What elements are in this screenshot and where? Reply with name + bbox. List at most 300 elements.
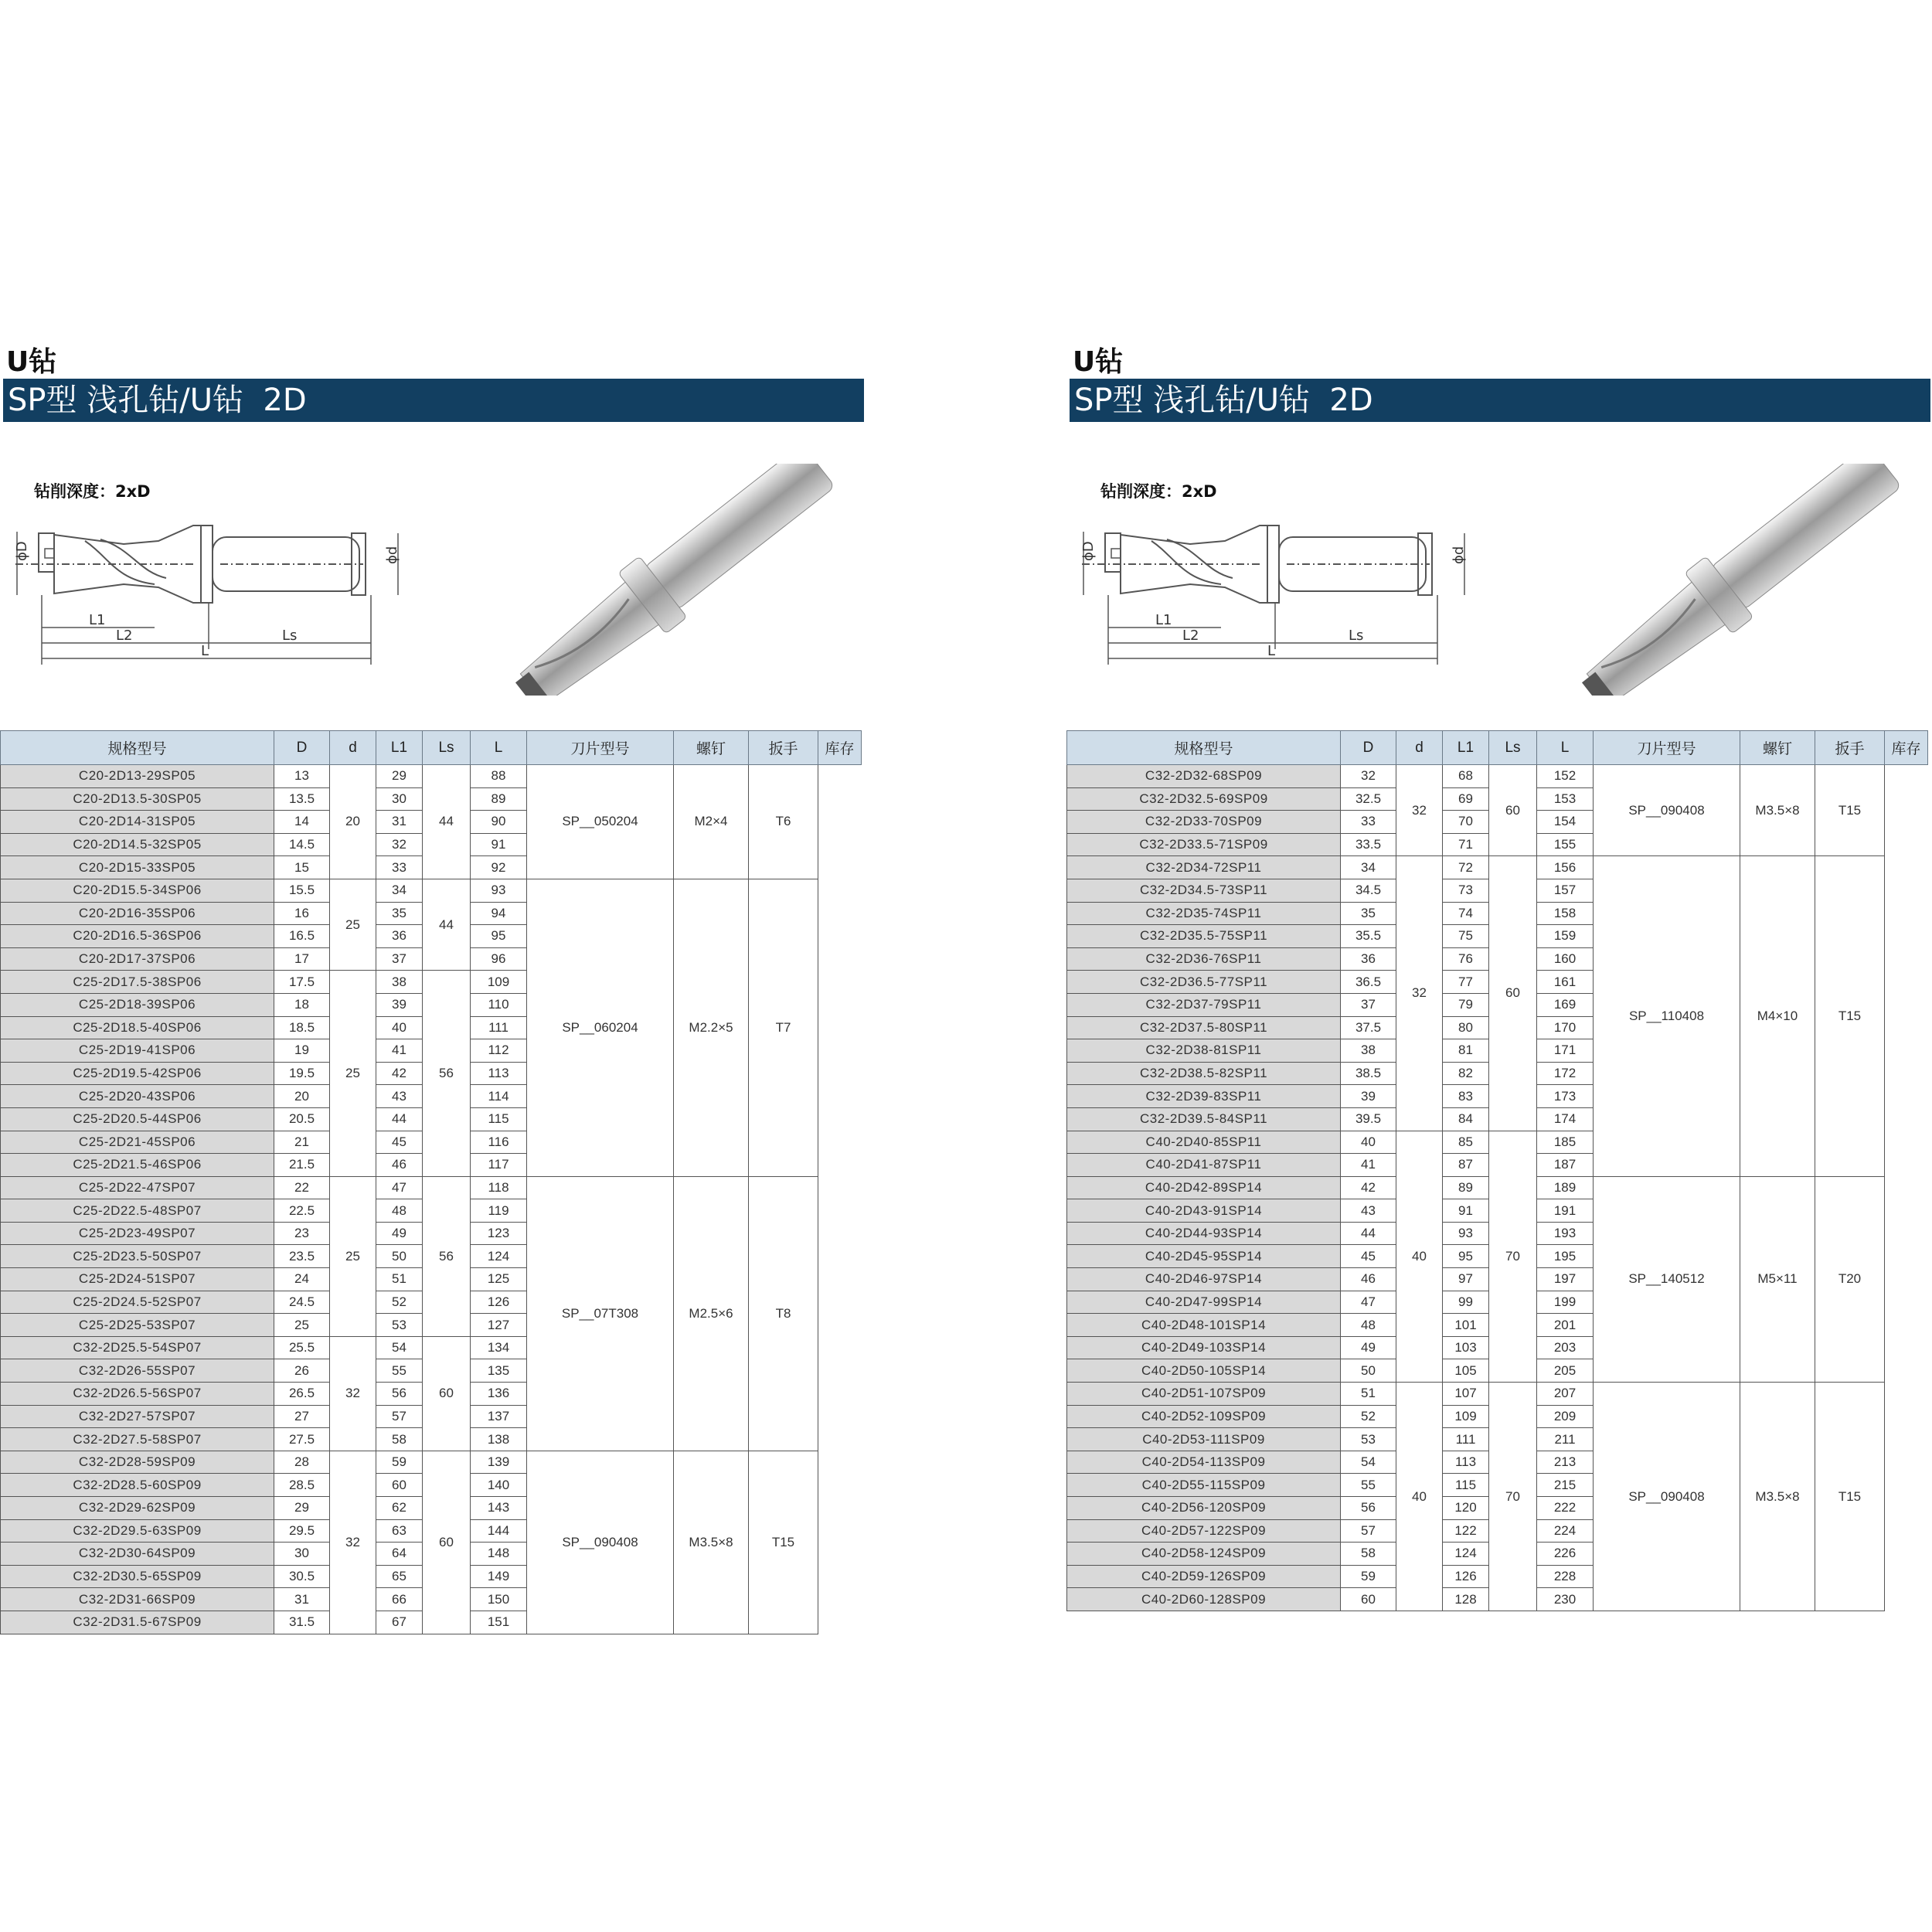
model-cell: C40-2D47-99SP14 — [1067, 1291, 1341, 1314]
L1-cell: 81 — [1443, 1039, 1489, 1063]
catalog-page-right — [1066, 0, 1932, 1932]
wrench-cell: T6 — [749, 765, 818, 879]
model-cell: C32-2D38-81SP11 — [1067, 1039, 1341, 1063]
L1-cell: 111 — [1443, 1428, 1489, 1451]
model-cell: C32-2D31.5-67SP09 — [1, 1611, 274, 1634]
diameter-D-cell: 55 — [1341, 1474, 1396, 1497]
model-cell: C32-2D28-59SP09 — [1, 1451, 274, 1474]
L1-cell: 34 — [376, 879, 423, 902]
model-cell: C25-2D23-49SP07 — [1, 1222, 274, 1245]
model-cell: C20-2D13.5-30SP05 — [1, 787, 274, 811]
screw-cell: M4×10 — [1740, 856, 1815, 1176]
L-cell: 152 — [1537, 765, 1594, 788]
drill-dimension-diagram — [0, 510, 433, 672]
model-cell: C32-2D35.5-75SP11 — [1067, 925, 1341, 948]
diameter-D-cell: 15 — [274, 856, 330, 879]
model-cell: C20-2D17-37SP06 — [1, 947, 274, 971]
diameter-D-cell: 21 — [274, 1131, 330, 1154]
L-cell: 111 — [471, 1016, 527, 1039]
screw-cell: M3.5×8 — [1740, 765, 1815, 856]
diameter-D-cell: 52 — [1341, 1405, 1396, 1428]
insert-model-cell: SP__050204 — [527, 765, 674, 879]
L-cell: 199 — [1537, 1291, 1594, 1314]
dim-label-d: ϕd — [384, 546, 400, 564]
diameter-D-cell: 16 — [274, 902, 330, 925]
model-cell: C40-2D49-103SP14 — [1067, 1336, 1341, 1359]
screw-cell: M3.5×8 — [674, 1451, 749, 1634]
Ls-cell: 44 — [423, 879, 471, 970]
wrench-cell: T15 — [1815, 765, 1885, 856]
dim-label-D: ϕD — [1080, 541, 1097, 561]
L-cell: 161 — [1537, 971, 1594, 994]
diameter-D-cell: 18.5 — [274, 1016, 330, 1039]
spec-table — [0, 730, 862, 1634]
L-cell: 143 — [471, 1497, 527, 1520]
spec-table — [1066, 730, 1928, 1611]
model-cell: C32-2D27-57SP07 — [1, 1405, 274, 1428]
L-cell: 170 — [1537, 1016, 1594, 1039]
u-drill-product-photo — [479, 464, 866, 696]
model-cell: C20-2D14.5-32SP05 — [1, 833, 274, 856]
L1-cell: 113 — [1443, 1451, 1489, 1474]
Ls-cell: 70 — [1489, 1131, 1537, 1383]
L1-cell: 67 — [376, 1611, 423, 1634]
screw-cell: M2.5×6 — [674, 1176, 749, 1451]
L1-cell: 47 — [376, 1176, 423, 1199]
diameter-D-cell: 30.5 — [274, 1565, 330, 1588]
L1-cell: 62 — [376, 1497, 423, 1520]
screw-cell: M5×11 — [1740, 1176, 1815, 1382]
column-header: 规格型号 — [1, 731, 274, 765]
L-cell: 136 — [471, 1383, 527, 1406]
L1-cell: 91 — [1443, 1199, 1489, 1223]
L-cell: 117 — [471, 1154, 527, 1177]
L-cell: 114 — [471, 1085, 527, 1108]
diameter-D-cell: 25.5 — [274, 1336, 330, 1359]
L-cell: 153 — [1537, 787, 1594, 811]
L-cell: 158 — [1537, 902, 1594, 925]
column-header: d — [330, 731, 376, 765]
L1-cell: 82 — [1443, 1062, 1489, 1085]
wrench-cell: T8 — [749, 1176, 818, 1451]
diameter-D-cell: 19.5 — [274, 1062, 330, 1085]
L1-cell: 74 — [1443, 902, 1489, 925]
wrench-cell: T7 — [749, 879, 818, 1176]
L-cell: 222 — [1537, 1497, 1594, 1520]
L-cell: 139 — [471, 1451, 527, 1474]
diameter-D-cell: 32.5 — [1341, 787, 1396, 811]
diameter-D-cell: 53 — [1341, 1428, 1396, 1451]
dim-label-L1: L1 — [1155, 612, 1172, 628]
column-header: L1 — [376, 731, 423, 765]
model-cell: C40-2D56-120SP09 — [1067, 1497, 1341, 1520]
dim-label-L: L — [201, 643, 209, 659]
diameter-D-cell: 45 — [1341, 1245, 1396, 1268]
model-cell: C32-2D36-76SP11 — [1067, 947, 1341, 971]
L-cell: 155 — [1537, 833, 1594, 856]
L-cell: 110 — [471, 993, 527, 1016]
L1-cell: 45 — [376, 1131, 423, 1154]
diameter-D-cell: 29 — [274, 1497, 330, 1520]
model-cell: C32-2D25.5-54SP07 — [1, 1336, 274, 1359]
L-cell: 205 — [1537, 1359, 1594, 1383]
model-cell: C25-2D20-43SP06 — [1, 1085, 274, 1108]
L1-cell: 52 — [376, 1291, 423, 1314]
model-cell: C32-2D37.5-80SP11 — [1067, 1016, 1341, 1039]
shank-d-cell: 20 — [330, 765, 376, 879]
insert-model-cell: SP__060204 — [527, 879, 674, 1176]
diameter-D-cell: 60 — [1341, 1588, 1396, 1611]
diameter-D-cell: 27.5 — [274, 1428, 330, 1451]
model-cell: C40-2D41-87SP11 — [1067, 1154, 1341, 1177]
dim-label-D: ϕD — [14, 541, 30, 561]
diameter-D-cell: 26 — [274, 1359, 330, 1383]
stock-cell — [818, 765, 862, 1634]
diameter-D-cell: 14.5 — [274, 833, 330, 856]
model-cell: C40-2D54-113SP09 — [1067, 1451, 1341, 1474]
L1-cell: 69 — [1443, 787, 1489, 811]
L-cell: 144 — [471, 1519, 527, 1543]
dim-label-L1: L1 — [89, 612, 106, 628]
L-cell: 169 — [1537, 993, 1594, 1016]
diameter-D-cell: 28.5 — [274, 1474, 330, 1497]
column-header: Ls — [423, 731, 471, 765]
shank-d-cell: 40 — [1396, 1383, 1443, 1611]
L-cell: 109 — [471, 971, 527, 994]
diameter-D-cell: 36 — [1341, 947, 1396, 971]
L-cell: 150 — [471, 1588, 527, 1611]
L1-cell: 107 — [1443, 1383, 1489, 1406]
diameter-D-cell: 59 — [1341, 1565, 1396, 1588]
diameter-D-cell: 36.5 — [1341, 971, 1396, 994]
column-header: 螺钉 — [1740, 731, 1815, 765]
L-cell: 207 — [1537, 1383, 1594, 1406]
shank-d-cell: 25 — [330, 879, 376, 970]
L-cell: 94 — [471, 902, 527, 925]
model-cell: C20-2D16.5-36SP06 — [1, 925, 274, 948]
L-cell: 137 — [471, 1405, 527, 1428]
category-title: U钻 — [1073, 346, 1124, 378]
L-cell: 127 — [471, 1314, 527, 1337]
table-header-row — [1, 731, 862, 765]
model-cell: C32-2D34.5-73SP11 — [1067, 879, 1341, 902]
insert-model-cell: SP__090408 — [1594, 765, 1740, 856]
diameter-D-cell: 57 — [1341, 1519, 1396, 1543]
L-cell: 189 — [1537, 1176, 1594, 1199]
model-cell: C32-2D29.5-63SP09 — [1, 1519, 274, 1543]
model-cell: C32-2D32.5-69SP09 — [1067, 787, 1341, 811]
diameter-D-cell: 47 — [1341, 1291, 1396, 1314]
model-cell: C32-2D32-68SP09 — [1067, 765, 1341, 788]
table-row — [1, 1451, 862, 1474]
model-cell: C40-2D42-89SP14 — [1067, 1176, 1341, 1199]
diameter-D-cell: 50 — [1341, 1359, 1396, 1383]
diameter-D-cell: 25 — [274, 1314, 330, 1337]
L1-cell: 51 — [376, 1268, 423, 1291]
L1-cell: 103 — [1443, 1336, 1489, 1359]
L-cell: 197 — [1537, 1268, 1594, 1291]
L1-cell: 55 — [376, 1359, 423, 1383]
diameter-D-cell: 24 — [274, 1268, 330, 1291]
L-cell: 174 — [1537, 1107, 1594, 1131]
diameter-D-cell: 26.5 — [274, 1383, 330, 1406]
diameter-D-cell: 34.5 — [1341, 879, 1396, 902]
model-cell: C25-2D21.5-46SP06 — [1, 1154, 274, 1177]
L-cell: 125 — [471, 1268, 527, 1291]
diameter-D-cell: 46 — [1341, 1268, 1396, 1291]
L-cell: 201 — [1537, 1314, 1594, 1337]
model-cell: C32-2D33.5-71SP09 — [1067, 833, 1341, 856]
diameter-D-cell: 21.5 — [274, 1154, 330, 1177]
diameter-D-cell: 29.5 — [274, 1519, 330, 1543]
L1-cell: 66 — [376, 1588, 423, 1611]
section-banner: SP型 浅孔钻/U钻 2D — [3, 379, 864, 422]
column-header: D — [274, 731, 330, 765]
L1-cell: 80 — [1443, 1016, 1489, 1039]
model-cell: C32-2D29-62SP09 — [1, 1497, 274, 1520]
diameter-D-cell: 35 — [1341, 902, 1396, 925]
diameter-D-cell: 15.5 — [274, 879, 330, 902]
L1-cell: 120 — [1443, 1497, 1489, 1520]
diameter-D-cell: 22.5 — [274, 1199, 330, 1223]
model-cell: C32-2D28.5-60SP09 — [1, 1474, 274, 1497]
model-cell: C40-2D43-91SP14 — [1067, 1199, 1341, 1223]
model-cell: C40-2D52-109SP09 — [1067, 1405, 1341, 1428]
table-row — [1, 1176, 862, 1199]
L1-cell: 64 — [376, 1543, 423, 1566]
L-cell: 193 — [1537, 1222, 1594, 1245]
insert-model-cell: SP__090408 — [527, 1451, 674, 1634]
model-cell: C40-2D46-97SP14 — [1067, 1268, 1341, 1291]
L1-cell: 72 — [1443, 856, 1489, 879]
L1-cell: 60 — [376, 1474, 423, 1497]
table-row — [1, 765, 862, 788]
model-cell: C25-2D19-41SP06 — [1, 1039, 274, 1063]
L-cell: 209 — [1537, 1405, 1594, 1428]
L1-cell: 58 — [376, 1428, 423, 1451]
wrench-cell: T20 — [1815, 1176, 1885, 1382]
L-cell: 160 — [1537, 947, 1594, 971]
L1-cell: 49 — [376, 1222, 423, 1245]
insert-model-cell: SP__090408 — [1594, 1383, 1740, 1611]
model-cell: C40-2D57-122SP09 — [1067, 1519, 1341, 1543]
L-cell: 124 — [471, 1245, 527, 1268]
L-cell: 119 — [471, 1199, 527, 1223]
Ls-cell: 56 — [423, 971, 471, 1176]
model-cell: C32-2D34-72SP11 — [1067, 856, 1341, 879]
L1-cell: 105 — [1443, 1359, 1489, 1383]
L-cell: 173 — [1537, 1085, 1594, 1108]
L1-cell: 53 — [376, 1314, 423, 1337]
wrench-cell: T15 — [749, 1451, 818, 1634]
model-cell: C25-2D22-47SP07 — [1, 1176, 274, 1199]
L1-cell: 63 — [376, 1519, 423, 1543]
L-cell: 230 — [1537, 1588, 1594, 1611]
diameter-D-cell: 41 — [1341, 1154, 1396, 1177]
model-cell: C25-2D19.5-42SP06 — [1, 1062, 274, 1085]
model-cell: C25-2D18.5-40SP06 — [1, 1016, 274, 1039]
L-cell: 195 — [1537, 1245, 1594, 1268]
L1-cell: 71 — [1443, 833, 1489, 856]
L-cell: 203 — [1537, 1336, 1594, 1359]
model-cell: C40-2D59-126SP09 — [1067, 1565, 1341, 1588]
column-header: L — [471, 731, 527, 765]
diameter-D-cell: 28 — [274, 1451, 330, 1474]
diameter-D-cell: 42 — [1341, 1176, 1396, 1199]
diameter-D-cell: 20.5 — [274, 1107, 330, 1131]
shank-d-cell: 32 — [1396, 765, 1443, 856]
model-cell: C40-2D58-124SP09 — [1067, 1543, 1341, 1566]
L-cell: 96 — [471, 947, 527, 971]
column-header: 刀片型号 — [527, 731, 674, 765]
L1-cell: 128 — [1443, 1588, 1489, 1611]
L1-cell: 101 — [1443, 1314, 1489, 1337]
L1-cell: 37 — [376, 947, 423, 971]
diameter-D-cell: 27 — [274, 1405, 330, 1428]
diameter-D-cell: 22 — [274, 1176, 330, 1199]
L1-cell: 36 — [376, 925, 423, 948]
column-header: L1 — [1443, 731, 1489, 765]
L1-cell: 65 — [376, 1565, 423, 1588]
L-cell: 213 — [1537, 1451, 1594, 1474]
model-cell: C25-2D23.5-50SP07 — [1, 1245, 274, 1268]
screw-cell: M3.5×8 — [1740, 1383, 1815, 1611]
L-cell: 228 — [1537, 1565, 1594, 1588]
model-cell: C20-2D13-29SP05 — [1, 765, 274, 788]
L-cell: 226 — [1537, 1543, 1594, 1566]
column-header: 库存 — [818, 731, 862, 765]
model-cell: C32-2D37-79SP11 — [1067, 993, 1341, 1016]
L1-cell: 109 — [1443, 1405, 1489, 1428]
Ls-cell: 60 — [423, 1451, 471, 1634]
shank-d-cell: 32 — [330, 1451, 376, 1634]
L1-cell: 83 — [1443, 1085, 1489, 1108]
Ls-cell: 60 — [1489, 765, 1537, 856]
L-cell: 187 — [1537, 1154, 1594, 1177]
L1-cell: 97 — [1443, 1268, 1489, 1291]
L-cell: 148 — [471, 1543, 527, 1566]
insert-model-cell: SP__140512 — [1594, 1176, 1740, 1382]
section-banner: SP型 浅孔钻/U钻 2D — [1070, 379, 1930, 422]
drill-dimension-diagram — [1066, 510, 1499, 672]
diameter-D-cell: 17 — [274, 947, 330, 971]
diameter-D-cell: 48 — [1341, 1314, 1396, 1337]
diameter-D-cell: 54 — [1341, 1451, 1396, 1474]
stock-cell — [1885, 765, 1928, 1611]
L-cell: 171 — [1537, 1039, 1594, 1063]
diameter-D-cell: 19 — [274, 1039, 330, 1063]
model-cell: C40-2D60-128SP09 — [1067, 1588, 1341, 1611]
dim-label-L2: L2 — [1182, 628, 1199, 644]
L1-cell: 68 — [1443, 765, 1489, 788]
L-cell: 90 — [471, 811, 527, 834]
diameter-D-cell: 31 — [274, 1588, 330, 1611]
diameter-D-cell: 39 — [1341, 1085, 1396, 1108]
L1-cell: 84 — [1443, 1107, 1489, 1131]
model-cell: C40-2D53-111SP09 — [1067, 1428, 1341, 1451]
diameter-D-cell: 40 — [1341, 1131, 1396, 1154]
shank-d-cell: 40 — [1396, 1131, 1443, 1383]
diameter-D-cell: 32 — [1341, 765, 1396, 788]
Ls-cell: 60 — [423, 1336, 471, 1451]
column-header: D — [1341, 731, 1396, 765]
shank-d-cell: 25 — [330, 1176, 376, 1336]
shank-d-cell: 25 — [330, 971, 376, 1176]
diameter-D-cell: 37.5 — [1341, 1016, 1396, 1039]
L1-cell: 32 — [376, 833, 423, 856]
L1-cell: 79 — [1443, 993, 1489, 1016]
insert-model-cell: SP__07T308 — [527, 1176, 674, 1451]
diameter-D-cell: 33.5 — [1341, 833, 1396, 856]
L-cell: 113 — [471, 1062, 527, 1085]
model-cell: C32-2D30-64SP09 — [1, 1543, 274, 1566]
model-cell: C32-2D27.5-58SP07 — [1, 1428, 274, 1451]
Ls-cell: 60 — [1489, 856, 1537, 1131]
L-cell: 88 — [471, 765, 527, 788]
L-cell: 126 — [471, 1291, 527, 1314]
model-cell: C25-2D17.5-38SP06 — [1, 971, 274, 994]
diameter-D-cell: 43 — [1341, 1199, 1396, 1223]
diameter-D-cell: 37 — [1341, 993, 1396, 1016]
L1-cell: 87 — [1443, 1154, 1489, 1177]
L1-cell: 70 — [1443, 811, 1489, 834]
diameter-D-cell: 13.5 — [274, 787, 330, 811]
model-cell: C40-2D51-107SP09 — [1067, 1383, 1341, 1406]
Ls-cell: 70 — [1489, 1383, 1537, 1611]
L1-cell: 95 — [1443, 1245, 1489, 1268]
L-cell: 157 — [1537, 879, 1594, 902]
model-cell: C20-2D14-31SP05 — [1, 811, 274, 834]
model-cell: C25-2D25-53SP07 — [1, 1314, 274, 1337]
L1-cell: 35 — [376, 902, 423, 925]
diameter-D-cell: 56 — [1341, 1497, 1396, 1520]
model-cell: C40-2D44-93SP14 — [1067, 1222, 1341, 1245]
diameter-D-cell: 30 — [274, 1543, 330, 1566]
L1-cell: 124 — [1443, 1543, 1489, 1566]
L1-cell: 43 — [376, 1085, 423, 1108]
L1-cell: 38 — [376, 971, 423, 994]
column-header: 扳手 — [1815, 731, 1885, 765]
diameter-D-cell: 38.5 — [1341, 1062, 1396, 1085]
L1-cell: 77 — [1443, 971, 1489, 994]
column-header: Ls — [1489, 731, 1537, 765]
column-header: 规格型号 — [1067, 731, 1341, 765]
model-cell: C32-2D36.5-77SP11 — [1067, 971, 1341, 994]
column-header: 螺钉 — [674, 731, 749, 765]
L1-cell: 42 — [376, 1062, 423, 1085]
drilling-depth-label: 钻削深度：2xD — [1100, 482, 1217, 501]
L1-cell: 122 — [1443, 1519, 1489, 1543]
diameter-D-cell: 35.5 — [1341, 925, 1396, 948]
dim-label-d: ϕd — [1451, 546, 1467, 564]
table-header-row — [1067, 731, 1928, 765]
model-cell: C40-2D40-85SP11 — [1067, 1131, 1341, 1154]
L1-cell: 40 — [376, 1016, 423, 1039]
diameter-D-cell: 24.5 — [274, 1291, 330, 1314]
L1-cell: 115 — [1443, 1474, 1489, 1497]
column-header: L — [1537, 731, 1594, 765]
L1-cell: 50 — [376, 1245, 423, 1268]
diameter-D-cell: 51 — [1341, 1383, 1396, 1406]
L1-cell: 29 — [376, 765, 423, 788]
dim-label-L2: L2 — [116, 628, 133, 644]
table-row — [1067, 765, 1928, 788]
column-header: 库存 — [1885, 731, 1928, 765]
L-cell: 89 — [471, 787, 527, 811]
dim-label-Ls: Ls — [282, 628, 298, 644]
model-cell: C32-2D26-55SP07 — [1, 1359, 274, 1383]
L1-cell: 31 — [376, 811, 423, 834]
